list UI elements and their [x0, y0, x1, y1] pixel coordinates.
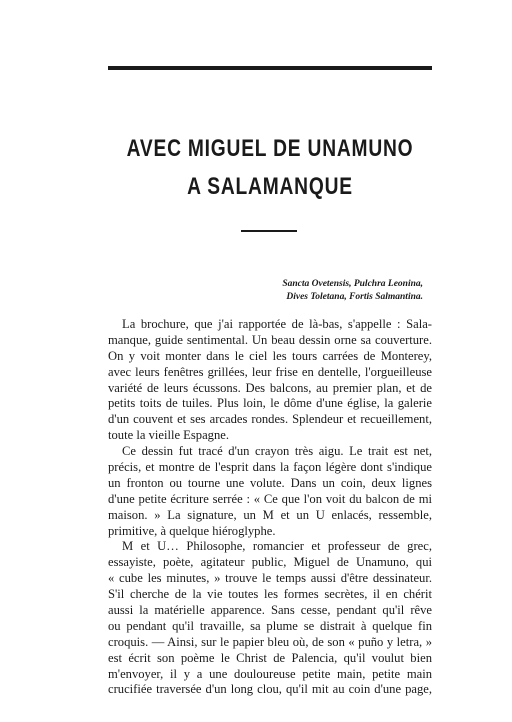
text-line: d'une petite écriture serrée : « Ce que l'on voit du balcon de mi	[108, 491, 432, 506]
text-line: avec leurs fenêtres grillées, leur frise en dentelle, l'orgueilleuse	[108, 364, 432, 379]
text-line: un fronton ou tourne une volute. Dans un coin, deux lignes	[108, 475, 432, 490]
text-line: La brochure, que j'ai rapportée de là-bas, s'appelle : Sala-	[122, 317, 432, 331]
text-line: M et U… Philosophe, romancier et professeur de grec,	[122, 539, 432, 554]
text-line: croquis. — Ainsi, sur le papier bleu où, de son « puño y letra, »	[108, 634, 432, 649]
text-line: toute la vieille Espagne.	[108, 428, 229, 443]
text-line: petits toits de tuiles. Plus loin, le dôme d'une église, la galerie	[108, 396, 432, 411]
text-line: primitive, à quelque hiéroglyphe.	[108, 523, 276, 538]
text-line: Ce dessin fut tracé d'un crayon très aigu. Le trait est net,	[122, 444, 432, 459]
text-line: essayiste, poète, agitateur public, Miguel de Unamuno, qui	[108, 555, 432, 570]
chapter-title-line-1: AVEC MIGUEL DE UNAMUNO	[126, 135, 414, 162]
text-line: d'un couvent et ses arcades rondes. Splendeur et recueillement,	[108, 412, 432, 427]
body-text	[108, 317, 432, 698]
text-line: m'envoyer, il y a une douloureuse petite main, petite main	[108, 666, 432, 681]
text-line: manque, guide sentimental. Un beau dessin orne sa couverture.	[108, 332, 432, 347]
epigraph	[282, 278, 423, 304]
epigraph-line: Sancta Ovetensis, Pulchra Leonina,	[282, 279, 423, 289]
title-divider	[241, 230, 297, 232]
epigraph-line: Dives Toletana, Fortis Salmantina.	[286, 292, 423, 302]
text-line: « cube les minutes, » trouve le temps aussi d'être dessinateur.	[108, 571, 432, 586]
text-line: maison. » La signature, un M et un U enlacés, ressemble,	[108, 507, 432, 522]
chapter-title-line-2: A SALAMANQUE	[187, 173, 353, 200]
text-line: S'il cherche de la vie toutes les formes secrètes, il en chérit	[108, 587, 432, 602]
text-line: précis, et montre de l'esprit dans la façon légère dont s'indique	[108, 460, 432, 475]
text-line: crucifiée traversée d'un long clou, qu'il mit au coin d'une page,	[108, 682, 432, 697]
text-line: variété de leurs écussons. Des balcons, au premier plan, et de	[108, 380, 432, 395]
header-rule	[108, 66, 432, 70]
text-line: On y voit monter dans le ciel les tours carrées de Monterey,	[108, 348, 432, 363]
text-line: ou pendant qu'il travaille, sa plume se distrait à quelque fin	[108, 618, 432, 633]
text-line: est écrit son poème le Christ de Palencia, qu'il voulut bien	[108, 650, 432, 665]
text-line: aussi la matérielle apparence. Sans cesse, pendant qu'il rêve	[108, 603, 432, 618]
